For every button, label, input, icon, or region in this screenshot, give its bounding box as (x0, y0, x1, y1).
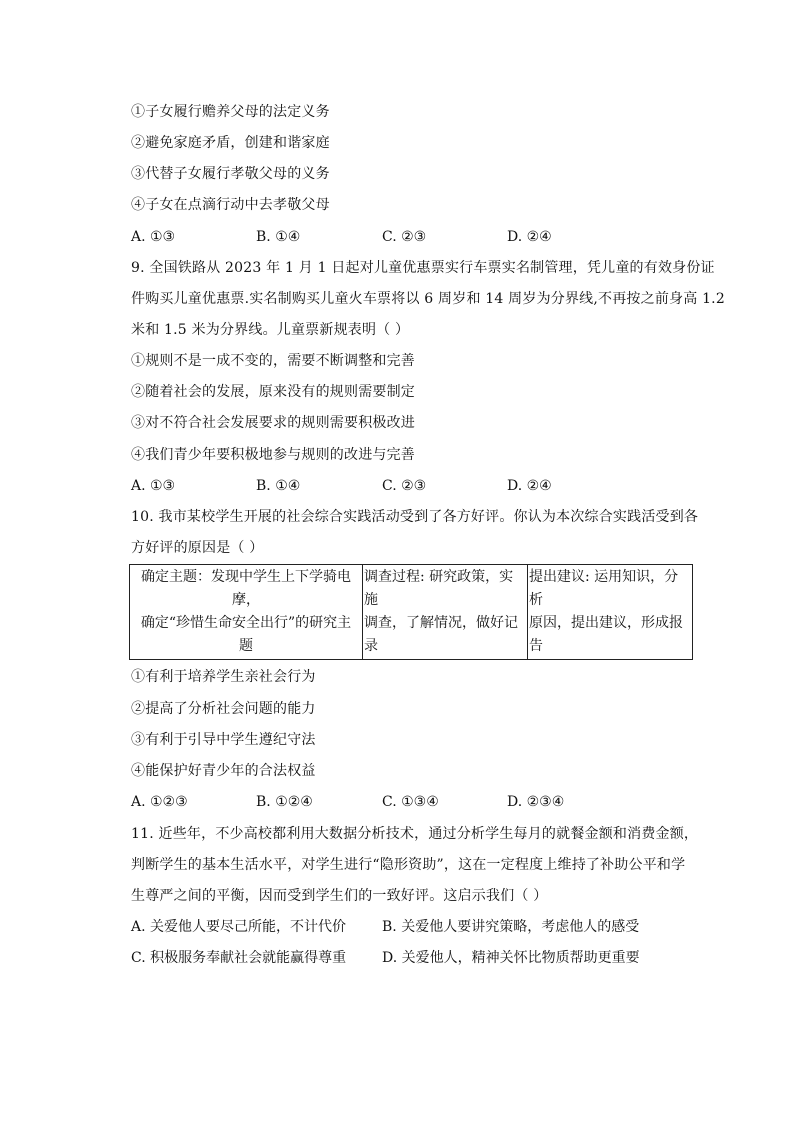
q11-option-a[interactable]: A. 关爱他人要尽己所能，不计代价 (131, 919, 347, 935)
q9-option-d[interactable]: D. ②④ (507, 478, 552, 494)
q10-option-a[interactable]: A. ①②③ (131, 794, 188, 810)
table-cell-topic (130, 565, 363, 660)
process-line-1: 调查过程: 研究政策，实施 (364, 569, 514, 608)
q11-option-d[interactable]: D. 关爱他人，精神关怀比物质帮助更重要 (382, 950, 640, 966)
q9-option-b[interactable]: B. ①④ (256, 478, 301, 494)
process-line-2: 调查，了解情况，做好记录 (364, 615, 518, 654)
q10-item-1: ①有利于培养学生亲社会行为 (131, 669, 316, 685)
q9-option-a[interactable]: A. ①③ (131, 478, 176, 494)
suggestion-line-2: 原因，提出建议，形成报告 (529, 615, 683, 654)
q10-item-4: ④能保护好青少年的合法权益 (131, 763, 316, 779)
q10-option-d[interactable]: D. ②③④ (507, 794, 565, 810)
topic-line-3: 题 (239, 638, 253, 654)
q11-stem-line-2: 判断学生的基本生活水平，对学生进行“隐形资助”，这在一定程度上维持了补助公平和学 (131, 857, 686, 873)
q9-stem-line-1: 9. 全国铁路从 2023 年 1 月 1 日起对儿童优惠票实行车票实名制管理，凭儿童的有效身份证 (131, 260, 715, 276)
q8-item-1: ①子女履行赡养父母的法定义务 (131, 104, 330, 120)
q9-item-1: ①规则不是一成不变的，需要不断调整和完善 (131, 353, 415, 369)
q11-stem-line-3: 生尊严之间的平衡，因而受到学生们的一致好评。这启示我们（ ） (131, 888, 548, 904)
q10-option-b[interactable]: B. ①②④ (256, 794, 313, 810)
q8-option-d[interactable]: D. ②④ (507, 229, 552, 245)
q8-option-b[interactable]: B. ①④ (256, 229, 301, 245)
suggestion-line-1: 提出建议: 运用知识，分析 (529, 569, 679, 608)
table-cell-suggestion (528, 565, 693, 660)
q11-option-b[interactable]: B. 关爱他人要讲究策略，考虑他人的感受 (382, 919, 640, 935)
q11-stem-line-1: 11. 近些年，不少高校都利用大数据分析技术，通过分析学生每月的就餐金额和消费金额， (131, 826, 699, 842)
q9-stem-line-3: 米和 1.5 米为分界线。儿童票新规表明（ ） (131, 322, 410, 338)
q8-item-4: ④子女在点滴行动中去孝敬父母 (131, 197, 330, 213)
q9-stem-line-2: 件购买儿童优惠票.实名制购买儿童火车票将以 6 周岁和 14 周岁为分界线,不再按之前身高 1.2 (131, 291, 725, 307)
q9-item-4: ④我们青少年要积极地参与规则的改进与完善 (131, 447, 415, 463)
q10-item-3: ③有利于引导中学生遵纪守法 (131, 732, 316, 748)
topic-line-2: 确定“珍惜生命安全出行”的研究主 (140, 615, 352, 631)
q10-stem-line-1: 10. 我市某校学生开展的社会综合实践活动受到了各方好评。你认为本次综合实践活受到各 (131, 509, 699, 525)
table-cell-process (363, 565, 528, 660)
q10-item-2: ②提高了分析社会问题的能力 (131, 701, 316, 717)
q11-option-c[interactable]: C. 积极服务奉献社会就能赢得尊重 (131, 950, 347, 966)
q8-option-a[interactable]: A. ①③ (131, 229, 176, 245)
table-row (130, 565, 693, 660)
q8-item-3: ③代替子女履行孝敬父母的义务 (131, 166, 330, 182)
q9-item-3: ③对不符合社会发展要求的规则需要积极改进 (131, 415, 415, 431)
q9-option-c[interactable]: C. ②③ (382, 478, 427, 494)
q9-item-2: ②随着社会的发展，原来没有的规则需要制定 (131, 384, 415, 400)
practice-activity-table (129, 564, 693, 660)
q8-option-c[interactable]: C. ②③ (382, 229, 427, 245)
topic-line-1: 确定主题：发现中学生上下学骑电摩， (141, 569, 351, 608)
q10-option-c[interactable]: C. ①③④ (382, 794, 439, 810)
q8-item-2: ②避免家庭矛盾，创建和谐家庭 (131, 135, 330, 151)
q10-stem-line-2: 方好评的原因是（ ） (131, 540, 264, 556)
